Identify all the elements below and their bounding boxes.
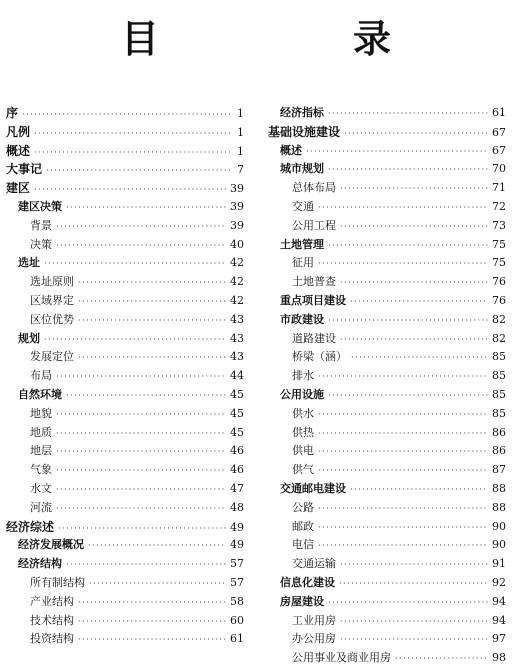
toc-leader-dots	[56, 425, 226, 444]
toc-entry-page: 75	[492, 237, 506, 251]
toc-entry-title: 发展定位	[30, 350, 74, 364]
toc-entry-page: 1	[237, 107, 244, 120]
toc-entry-page: 71	[492, 181, 506, 195]
toc-entry[interactable]	[6, 104, 244, 123]
toc-entry-title: 信息化建设	[280, 575, 335, 589]
toc-leader-dots	[66, 387, 226, 406]
toc-leader-dots	[340, 556, 488, 575]
toc-entry[interactable]	[6, 330, 244, 349]
toc-leader-dots	[318, 199, 488, 218]
toc-leader-dots	[340, 331, 488, 350]
toc-entry-title: 市政建设	[280, 312, 324, 326]
toc-right-column	[268, 104, 506, 668]
toc-leader-dots	[339, 575, 488, 594]
toc-entry-title: 总体布局	[292, 181, 336, 195]
toc-entry-title: 征用	[292, 256, 314, 270]
toc-entry-page: 61	[230, 632, 244, 646]
toc-leader-dots	[78, 349, 226, 368]
page-title: 目 录	[120, 17, 469, 61]
toc-entry-title: 决策	[30, 237, 52, 251]
toc-entry[interactable]	[6, 480, 244, 499]
toc-entry[interactable]	[268, 630, 506, 649]
toc-entry-title: 办公用房	[292, 632, 336, 646]
toc-leader-dots	[340, 631, 488, 650]
toc-leader-dots	[78, 293, 226, 312]
toc-entry-title: 布局	[30, 369, 52, 383]
toc-entry[interactable]	[6, 442, 244, 461]
toc-entry[interactable]	[6, 630, 244, 649]
toc-entry[interactable]	[268, 311, 506, 330]
toc-entry[interactable]	[268, 480, 506, 499]
toc-entry-page: 88	[492, 500, 506, 514]
toc-entry-title: 桥梁（涵）	[292, 350, 347, 364]
toc-entry[interactable]	[6, 555, 244, 574]
toc-entry-title: 排水	[292, 369, 314, 383]
toc-entry-page: 94	[492, 594, 506, 608]
toc-entry-page: 97	[492, 632, 506, 646]
toc-entry-page: 73	[492, 218, 506, 232]
toc-entry[interactable]	[268, 405, 506, 424]
toc-entry-title: 大事记	[6, 162, 43, 177]
toc-entry[interactable]	[268, 198, 506, 217]
toc-entry-title: 邮政	[292, 519, 314, 533]
toc-entry-page: 43	[230, 312, 244, 326]
toc-entry-title: 供气	[292, 463, 314, 477]
toc-entry-title: 建区决策	[18, 199, 62, 213]
toc-leader-dots	[318, 425, 488, 444]
toc-entry-title: 概述	[6, 143, 31, 158]
toc-entry-title: 电信	[292, 538, 314, 552]
toc-entry-page: 40	[230, 237, 244, 251]
toc-leader-dots	[344, 125, 488, 144]
toc-entry[interactable]	[6, 273, 244, 292]
toc-entry-title: 经济结构	[18, 557, 62, 571]
toc-entry[interactable]	[268, 649, 506, 668]
toc-entry-title: 序	[6, 106, 19, 120]
toc-leader-dots	[318, 519, 488, 538]
toc-entry[interactable]	[6, 217, 244, 236]
toc-entry-page: 98	[492, 651, 506, 665]
toc-leader-dots	[306, 143, 488, 162]
toc-entry[interactable]	[6, 236, 244, 255]
toc-entry-page: 61	[492, 106, 506, 119]
toc-entry-title: 地层	[30, 444, 52, 458]
toc-entry[interactable]	[6, 142, 244, 161]
toc-entry-title: 河流	[30, 500, 52, 514]
toc-entry-title: 背景	[30, 218, 52, 232]
toc-leader-dots	[56, 481, 226, 500]
toc-entry[interactable]	[6, 405, 244, 424]
toc-leader-dots	[318, 537, 488, 556]
toc-leader-dots	[328, 312, 488, 331]
toc-entry-page: 58	[230, 594, 244, 608]
toc-entry-page: 42	[230, 256, 244, 270]
toc-entry[interactable]	[6, 123, 244, 142]
toc-leader-dots	[340, 218, 488, 237]
toc-entry[interactable]	[6, 386, 244, 405]
toc-entry-title: 建区	[6, 181, 31, 196]
toc-entry-page: 75	[492, 256, 506, 270]
toc-leader-dots	[78, 312, 226, 331]
toc-entry-page: 43	[230, 331, 244, 345]
toc-left-column	[6, 104, 244, 649]
toc-leader-dots	[340, 180, 488, 199]
toc-entry-page: 85	[492, 350, 506, 364]
toc-entry-title: 城市规划	[280, 162, 324, 176]
toc-leader-dots	[56, 218, 226, 237]
toc-entry-page: 48	[230, 500, 244, 514]
toc-entry-page: 45	[230, 425, 244, 439]
toc-entry-title: 选址	[18, 256, 40, 270]
toc-entry-page: 46	[230, 444, 244, 458]
toc-entry[interactable]	[6, 424, 244, 443]
toc-entry-page: 86	[492, 444, 506, 458]
toc-leader-dots	[328, 237, 488, 256]
toc-entry-page: 94	[492, 613, 506, 627]
toc-leader-dots	[56, 406, 226, 425]
toc-entry-title: 基础设施建设	[268, 124, 341, 139]
toc-entry[interactable]	[268, 555, 506, 574]
toc-entry-page: 49	[230, 538, 244, 552]
toc-entry-title: 地貌	[30, 406, 52, 420]
toc-entry[interactable]	[6, 461, 244, 480]
toc-entry-title: 交通	[292, 199, 314, 213]
toc-entry-page: 86	[492, 425, 506, 439]
toc-entry[interactable]	[6, 367, 244, 386]
toc-leader-dots	[328, 161, 488, 180]
toc-entry-title: 交通运输	[292, 557, 336, 571]
toc-leader-dots	[328, 105, 488, 124]
toc-entry-title: 地质	[30, 425, 52, 439]
toc-entry-page: 47	[230, 481, 244, 495]
toc-entry-page: 39	[230, 182, 244, 196]
toc-leader-dots	[328, 387, 488, 406]
toc-entry-page: 39	[230, 218, 244, 232]
toc-entry-page: 42	[230, 275, 244, 289]
toc-entry-page: 1	[237, 125, 244, 139]
toc-entry[interactable]	[6, 348, 244, 367]
toc-entry[interactable]	[6, 574, 244, 593]
toc-entry[interactable]	[268, 518, 506, 537]
toc-leader-dots	[56, 368, 226, 387]
toc-entry-page: 76	[492, 275, 506, 289]
toc-entry-page: 57	[230, 575, 244, 589]
toc-entry-page: 67	[492, 143, 506, 157]
toc-entry-title: 供电	[292, 444, 314, 458]
toc-leader-dots	[318, 443, 488, 462]
toc-entry-title: 概述	[280, 143, 302, 157]
toc-entry-page: 85	[492, 369, 506, 383]
toc-leader-dots	[46, 162, 230, 181]
toc-entry-title: 房屋建设	[280, 594, 324, 608]
toc-entry-title: 经济发展概况	[18, 538, 84, 552]
toc-leader-dots	[56, 443, 226, 462]
toc-entry[interactable]	[6, 292, 244, 311]
toc-entry-title: 区位优势	[30, 312, 74, 326]
toc-entry-title: 公用工程	[292, 218, 336, 232]
toc-entry-page: 49	[230, 520, 244, 534]
toc-entry-page: 45	[230, 406, 244, 420]
toc-leader-dots	[34, 144, 230, 163]
toc-leader-dots	[44, 255, 226, 274]
toc-leader-dots	[66, 556, 226, 575]
toc-entry[interactable]	[6, 160, 244, 179]
toc-leader-dots	[44, 331, 226, 350]
toc-entry[interactable]	[268, 461, 506, 480]
toc-entry[interactable]	[268, 424, 506, 443]
toc-entry-title: 所有制结构	[30, 575, 85, 589]
toc-entry-title: 公路	[292, 500, 314, 514]
toc-entry-title: 规划	[18, 331, 40, 345]
toc-entry-title: 经济指标	[280, 106, 324, 119]
toc-entry[interactable]	[268, 536, 506, 555]
toc-leader-dots	[66, 199, 226, 218]
toc-entry-page: 39	[230, 199, 244, 213]
toc-leader-dots	[328, 594, 488, 613]
toc-leader-dots	[340, 274, 488, 293]
toc-leader-dots	[78, 274, 226, 293]
toc-entry[interactable]	[6, 311, 244, 330]
toc-entry[interactable]	[268, 593, 506, 612]
toc-entry[interactable]	[6, 499, 244, 518]
toc-leader-dots	[350, 293, 488, 312]
toc-entry-title: 水文	[30, 481, 52, 495]
toc-entry-page: 91	[492, 557, 506, 571]
toc-entry[interactable]	[268, 499, 506, 518]
toc-leader-dots	[89, 575, 226, 594]
toc-entry-page: 42	[230, 293, 244, 307]
toc-entry[interactable]	[268, 104, 506, 123]
toc-entry-title: 气象	[30, 463, 52, 477]
toc-entry[interactable]	[268, 273, 506, 292]
toc-entry[interactable]	[6, 536, 244, 555]
toc-entry[interactable]	[268, 612, 506, 631]
toc-entry[interactable]	[268, 142, 506, 161]
toc-leader-dots	[56, 462, 226, 481]
toc-entry-title: 区域界定	[30, 293, 74, 307]
toc-entry-title: 凡例	[6, 124, 31, 139]
toc-entry-page: 44	[230, 369, 244, 383]
toc-leader-dots	[318, 500, 488, 519]
toc-entry-title: 公用事业及商业用房	[292, 651, 391, 665]
toc-entry-page: 7	[237, 163, 244, 177]
toc-entry-title: 选址原则	[30, 275, 74, 289]
toc-entry-title: 供热	[292, 425, 314, 439]
toc-entry[interactable]	[6, 179, 244, 198]
toc-entry[interactable]	[268, 330, 506, 349]
toc-entry-title: 经济综述	[6, 519, 55, 534]
toc-leader-dots	[318, 368, 488, 387]
toc-entry[interactable]	[268, 236, 506, 255]
toc-entry[interactable]	[268, 574, 506, 593]
toc-entry-page: 70	[492, 162, 506, 176]
toc-entry-title: 土地管理	[280, 237, 324, 251]
toc-leader-dots	[78, 594, 226, 613]
toc-leader-dots	[340, 613, 488, 632]
toc-entry-title: 技术结构	[30, 613, 74, 627]
toc-entry[interactable]	[268, 442, 506, 461]
toc-entry-page: 46	[230, 463, 244, 477]
toc-entry-page: 57	[230, 557, 244, 571]
toc-entry-title: 产业结构	[30, 594, 74, 608]
toc-entry-title: 工业用房	[292, 613, 336, 627]
toc-leader-dots	[351, 349, 488, 368]
toc-entry[interactable]	[6, 612, 244, 631]
toc-entry[interactable]	[6, 518, 244, 537]
toc-entry-page: 90	[492, 538, 506, 552]
toc-entry-page: 82	[492, 312, 506, 326]
toc-entry[interactable]	[268, 292, 506, 311]
toc-leader-dots	[34, 125, 230, 144]
toc-leader-dots	[318, 406, 488, 425]
toc-entry[interactable]	[268, 348, 506, 367]
toc-entry-title: 道路建设	[292, 331, 336, 345]
toc-entry-page: 92	[492, 575, 506, 589]
toc-entry-title: 土地普查	[292, 275, 336, 289]
toc-entry[interactable]	[6, 254, 244, 273]
toc-entry-page: 45	[230, 387, 244, 401]
toc-entry-title: 重点项目建设	[280, 293, 346, 307]
toc-entry-title: 自然环境	[18, 387, 62, 401]
toc-leader-dots	[34, 181, 226, 200]
toc-leader-dots	[350, 481, 488, 500]
toc-entry[interactable]	[268, 367, 506, 386]
toc-entry[interactable]	[268, 123, 506, 142]
toc-entry-title: 交通邮电建设	[280, 481, 346, 495]
toc-leader-dots	[318, 462, 488, 481]
toc-leader-dots	[78, 631, 226, 650]
toc-entry-page: 76	[492, 293, 506, 307]
toc-leader-dots	[56, 237, 226, 256]
toc-entry[interactable]	[6, 198, 244, 217]
toc-entry-page: 88	[492, 481, 506, 495]
toc-entry-title: 供水	[292, 406, 314, 420]
toc-entry-page: 85	[492, 406, 506, 420]
toc-leader-dots	[395, 650, 488, 669]
toc-entry-page: 72	[492, 199, 506, 213]
toc-leader-dots	[22, 106, 230, 125]
toc-entry[interactable]	[268, 217, 506, 236]
toc-entry-page: 85	[492, 387, 506, 401]
toc-entry-title: 投资结构	[30, 632, 74, 646]
toc-entry[interactable]	[268, 386, 506, 405]
toc-entry-page: 82	[492, 331, 506, 345]
toc-entry-page: 90	[492, 519, 506, 533]
toc-entry-page: 60	[230, 613, 244, 627]
toc-entry[interactable]	[6, 593, 244, 612]
toc-entry[interactable]	[268, 254, 506, 273]
toc-leader-dots	[88, 537, 226, 556]
toc-leader-dots	[78, 613, 226, 632]
toc-leader-dots	[56, 500, 226, 519]
toc-entry[interactable]	[268, 179, 506, 198]
toc-entry-page: 1	[237, 144, 244, 158]
toc-entry-page: 67	[492, 125, 506, 139]
toc-leader-dots	[318, 255, 488, 274]
toc-entry-title: 公用设施	[280, 387, 324, 401]
toc-entry[interactable]	[268, 160, 506, 179]
toc-entry-page: 43	[230, 350, 244, 364]
toc-entry-page: 87	[492, 463, 506, 477]
